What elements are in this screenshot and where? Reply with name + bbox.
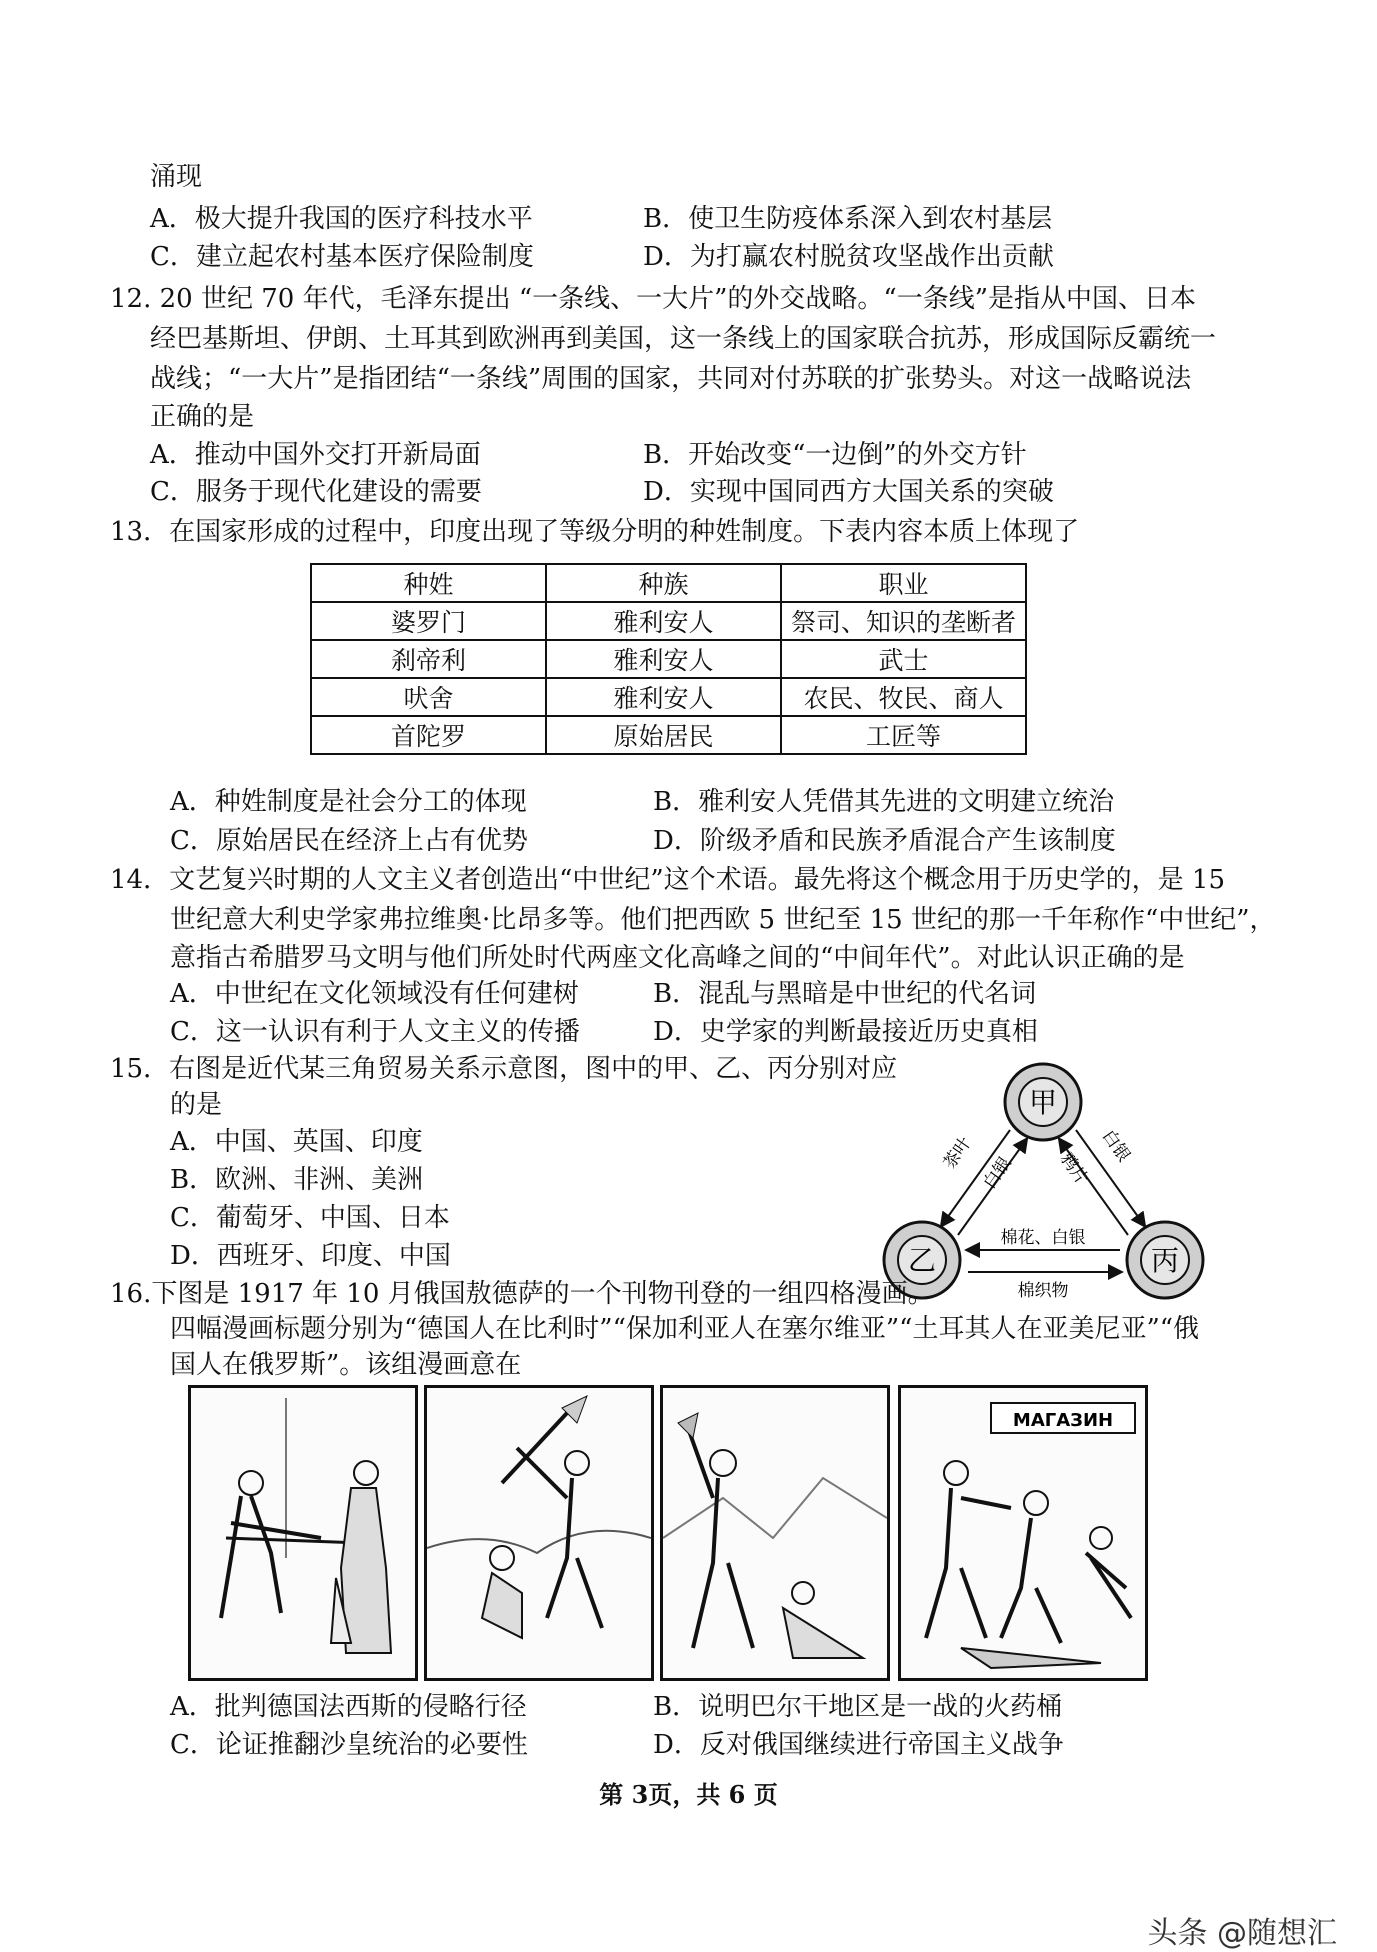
table-header-cell: 种姓 bbox=[311, 564, 546, 602]
cartoon-panel-3 bbox=[660, 1385, 890, 1681]
label-silver-right: 白银 bbox=[1097, 1126, 1134, 1166]
label-silver-left: 白银 bbox=[979, 1153, 1016, 1193]
table-header-cell: 种族 bbox=[546, 564, 781, 602]
triangular-trade-diagram bbox=[880, 1060, 1210, 1310]
label-tea: 茶叶 bbox=[939, 1133, 976, 1173]
q14-option-c[interactable]: C．这一认识有利于人文主义的传播 bbox=[170, 1017, 580, 1047]
table-row bbox=[311, 716, 1026, 754]
table-cell: 雅利安人 bbox=[546, 640, 781, 678]
q12-option-c[interactable]: C．服务于现代化建设的需要 bbox=[150, 477, 482, 507]
q14-option-a[interactable]: A．中世纪在文化领域没有任何建树 bbox=[170, 979, 579, 1009]
q11-option-d[interactable]: D．为打赢农村脱贫攻坚战作出贡献 bbox=[643, 242, 1054, 272]
q15-option-b[interactable]: B．欧洲、非洲、美洲 bbox=[170, 1165, 424, 1195]
trade-diagram-svg bbox=[880, 1060, 1210, 1310]
table-cell: 工匠等 bbox=[781, 716, 1026, 754]
q13-option-b[interactable]: B．雅利安人凭借其先进的文明建立统治 bbox=[653, 787, 1115, 817]
q14-stem-line-2: 世纪意大利史学家弗拉维奥·比昂多等。他们把西欧 5 世纪至 15 世纪的那一千年称作“中世纪”， bbox=[170, 905, 1276, 935]
q12-option-d[interactable]: D．实现中国同西方大国关系的突破 bbox=[643, 477, 1054, 507]
table-cell: 雅利安人 bbox=[546, 678, 781, 716]
q12-option-b[interactable]: B．开始改变“一边倒”的外交方针 bbox=[643, 440, 1027, 470]
q13-option-d[interactable]: D．阶级矛盾和民族矛盾混合产生该制度 bbox=[653, 826, 1116, 856]
q16-option-d[interactable]: D．反对俄国继续进行帝国主义战争 bbox=[653, 1730, 1064, 1760]
q12-option-a[interactable]: A．推动中国外交打开新局面 bbox=[150, 440, 481, 470]
table-cell: 婆罗门 bbox=[311, 602, 546, 640]
q14-option-b[interactable]: B．混乱与黑暗是中世纪的代名词 bbox=[653, 979, 1037, 1009]
q16-option-b[interactable]: B．说明巴尔干地区是一战的火药桶 bbox=[653, 1692, 1063, 1722]
q12-stem-line-4: 正确的是 bbox=[150, 402, 255, 432]
q16-stem-line-3: 国人在俄罗斯”。该组漫画意在 bbox=[170, 1350, 522, 1380]
q15-stem-line-2: 的是 bbox=[170, 1090, 223, 1120]
node-right bbox=[1127, 1222, 1203, 1298]
q13-option-c[interactable]: C．原始居民在经济上占有优势 bbox=[170, 826, 528, 856]
q15-option-d[interactable]: D．西班牙、印度、中国 bbox=[170, 1241, 451, 1271]
table-cell: 雅利安人 bbox=[546, 602, 781, 640]
q12-stem-line-3: 战线；“一大片”是指团结“一条线”周围的国家，共同对付苏联的扩张势头。对这一战略说法 bbox=[150, 364, 1192, 394]
table-header-cell: 职业 bbox=[781, 564, 1026, 602]
node-top-label: 甲 bbox=[1028, 1086, 1058, 1119]
q11-option-c[interactable]: C．建立起农村基本医疗保险制度 bbox=[150, 242, 534, 272]
q16-stem-line-2: 四幅漫画标题分别为“德国人在比利时”“保加利亚人在塞尔维亚”“土耳其人在亚美尼亚”“俄 bbox=[170, 1314, 1200, 1344]
q13-stem: 13．在国家形成的过程中，印度出现了等级分明的种姓制度。下表内容本质上体现了 bbox=[110, 517, 1080, 547]
q12-stem-line-1: 12. 20 世纪 70 年代，毛泽东提出 “一条线、一大片”的外交战略。“一条线”是指从中国、日本 bbox=[110, 284, 1197, 314]
q13-option-a[interactable]: A．种姓制度是社会分工的体现 bbox=[170, 787, 527, 817]
q14-option-d[interactable]: D．史学家的判断最接近历史真相 bbox=[653, 1017, 1038, 1047]
table-row bbox=[311, 602, 1026, 640]
label-cotton-silver: 棉花、白银 bbox=[1000, 1228, 1086, 1248]
q14-stem-line-3: 意指古希腊罗马文明与他们所处时代两座文化高峰之间的“中间年代”。对此认识正确的是 bbox=[170, 943, 1185, 973]
table-cell: 武士 bbox=[781, 640, 1026, 678]
node-right-label: 丙 bbox=[1150, 1244, 1180, 1277]
four-panel-cartoon bbox=[188, 1385, 1146, 1675]
q15-stem-line-1: 15．右图是近代某三角贸易关系示意图，图中的甲、乙、丙分别对应 bbox=[110, 1054, 898, 1084]
table-header-row bbox=[311, 564, 1026, 602]
table-row bbox=[311, 678, 1026, 716]
q16-option-a[interactable]: A．批判德国法西斯的侵略行径 bbox=[170, 1692, 527, 1722]
table-cell: 吠舍 bbox=[311, 678, 546, 716]
cartoon-panel-2 bbox=[424, 1385, 654, 1681]
table-cell: 祭司、知识的垄断者 bbox=[781, 602, 1026, 640]
node-top bbox=[1005, 1064, 1081, 1140]
table-cell: 刹帝利 bbox=[311, 640, 546, 678]
page-footer: 第 3页，共 6 页 bbox=[599, 1780, 778, 1809]
q16-stem-line-1: 16.下图是 1917 年 10 月俄国敖德萨的一个刊物刊登的一组四格漫画。 bbox=[110, 1279, 934, 1309]
cartoon-panel-1-art bbox=[191, 1388, 415, 1678]
comic-shop-sign: МАГАЗИН bbox=[1012, 1410, 1114, 1431]
q16-option-c[interactable]: C．论证推翻沙皇统治的必要性 bbox=[170, 1730, 528, 1760]
label-cotton-cloth: 棉织物 bbox=[1017, 1281, 1069, 1301]
q12-stem-line-2: 经巴基斯坦、伊朗、土耳其到欧洲再到美国，这一条线上的国家联合抗苏，形成国际反霸统一 bbox=[150, 324, 1217, 354]
watermark: 头条 @随想汇 bbox=[1147, 1916, 1337, 1951]
cartoon-panel-4-art bbox=[901, 1388, 1145, 1678]
q11-stem-tail: 涌现 bbox=[150, 162, 203, 192]
cartoon-panel-2-art bbox=[427, 1388, 651, 1678]
cartoon-panel-1 bbox=[188, 1385, 418, 1681]
q15-option-a[interactable]: A．中国、英国、印度 bbox=[170, 1127, 423, 1157]
table-row bbox=[311, 640, 1026, 678]
q11-option-a[interactable]: A．极大提升我国的医疗科技水平 bbox=[150, 204, 533, 234]
node-left-label: 乙 bbox=[907, 1244, 937, 1277]
caste-table bbox=[310, 563, 1027, 755]
table-cell: 首陀罗 bbox=[311, 716, 546, 754]
q14-stem-line-1: 14．文艺复兴时期的人文主义者创造出“中世纪”这个术语。最先将这个概念用于历史学的，是 15 bbox=[110, 865, 1226, 895]
q11-option-b[interactable]: B．使卫生防疫体系深入到农村基层 bbox=[643, 204, 1053, 234]
label-opium: 鸦片 bbox=[1055, 1149, 1092, 1189]
cartoon-panel-4 bbox=[898, 1385, 1148, 1681]
cartoon-panel-3-art bbox=[663, 1388, 887, 1678]
q15-option-c[interactable]: C．葡萄牙、中国、日本 bbox=[170, 1203, 450, 1233]
table-cell: 农民、牧民、商人 bbox=[781, 678, 1026, 716]
table-cell: 原始居民 bbox=[546, 716, 781, 754]
